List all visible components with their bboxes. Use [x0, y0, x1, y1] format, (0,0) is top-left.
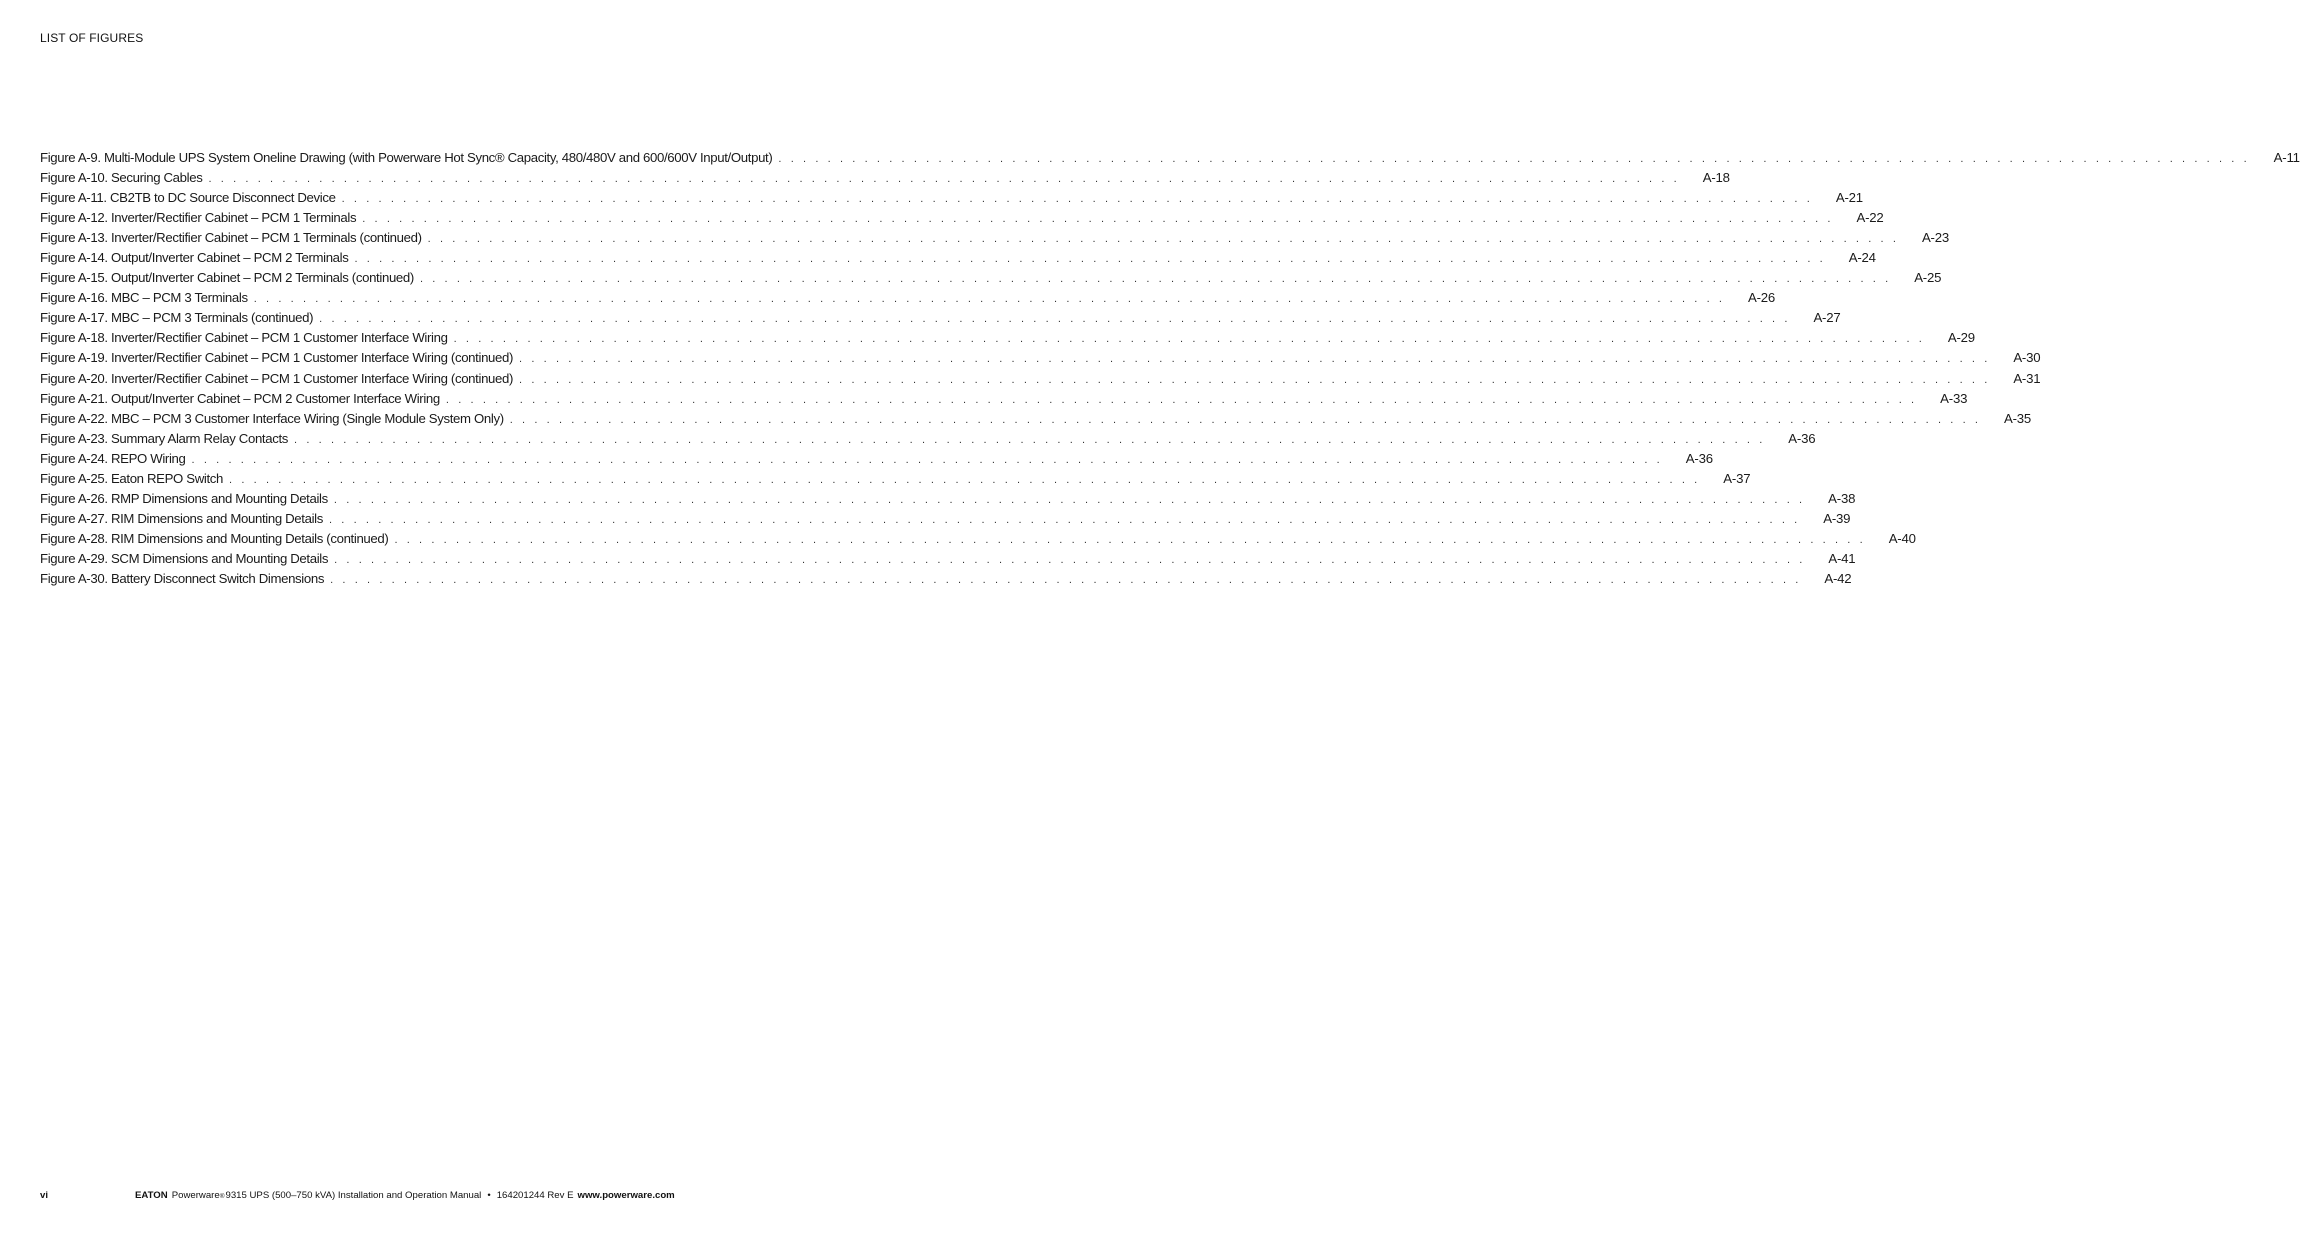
toc-entry-title: Figure A-13. Inverter/Rectifier Cabinet – PCM 1 Terminals (continued) [40, 230, 422, 246]
toc-entry-title: Figure A-29. SCM Dimensions and Mounting Details [40, 550, 329, 566]
toc-dot-leader [208, 173, 1679, 185]
toc-entry-page: A-26 [1748, 290, 1776, 306]
toc-entry-title: Figure A-14. Output/Inverter Cabinet – PCM 2 Terminals [40, 250, 349, 266]
toc-dot-leader [519, 353, 1990, 365]
toc-entry[interactable] [40, 410, 2032, 431]
toc-dot-leader [362, 213, 1833, 225]
toc-entry[interactable] [40, 570, 1852, 591]
toc-entry[interactable] [40, 310, 1841, 330]
toc-entry-title: Figure A-16. MBC – PCM 3 Terminals [40, 290, 248, 306]
toc-entry[interactable] [40, 350, 2041, 370]
toc-entry-title: Figure A-9. Multi-Module UPS System Oneline Drawing (with Powerware Hot Sync® Capacity, 480/480V and 600/600V Input/Output) [40, 150, 773, 165]
brand-name: EATON [135, 1190, 168, 1201]
toc-entry-title: Figure A-19. Inverter/Rectifier Cabinet – PCM 1 Customer Interface Wiring (continued) [40, 350, 514, 366]
toc-entry-page: A-23 [1921, 230, 1949, 246]
toc-entry-page: A-35 [2004, 410, 2032, 426]
toc-entry-page: A-24 [1848, 250, 1876, 266]
toc-entry[interactable] [40, 510, 1851, 531]
toc-entry-page: A-29 [1947, 330, 1975, 346]
footer-separator: • [487, 1190, 491, 1201]
toc-dot-leader [428, 233, 1899, 245]
toc-entry-title: Figure A-18. Inverter/Rectifier Cabinet – PCM 1 Customer Interface Wiring [40, 330, 448, 346]
toc-entry[interactable] [40, 230, 1949, 250]
toc-dot-leader [446, 394, 1917, 406]
toc-dot-leader [334, 494, 1805, 506]
toc-entry-title: Figure A-27. RIM Dimensions and Mounting Details [40, 510, 323, 526]
toc-entry[interactable] [40, 550, 1856, 571]
toc-entry-title: Figure A-12. Inverter/Rectifier Cabinet – PCM 1 Terminals [40, 210, 357, 226]
toc-dot-leader [294, 434, 1765, 446]
toc-dot-leader [334, 554, 1805, 566]
toc-entry-page: A-42 [1824, 570, 1852, 586]
toc-entry-page: A-33 [1940, 390, 1968, 406]
toc-entry[interactable] [40, 170, 1730, 190]
toc-dot-leader [778, 153, 2249, 165]
toc-entry[interactable] [40, 250, 1876, 270]
toc-entry-title: Figure A-28. RIM Dimensions and Mounting Details (continued) [40, 530, 389, 546]
toc-entry-page: A-22 [1856, 210, 1884, 226]
toc-entry[interactable] [40, 370, 2041, 391]
toc-entry[interactable] [40, 150, 2300, 170]
toc-dot-leader [229, 474, 1700, 486]
toc-entry-page: A-25 [1914, 270, 1942, 286]
toc-entry-title: Figure A-10. Securing Cables [40, 170, 203, 186]
toc-entry[interactable] [40, 470, 1751, 491]
toc-entry-page: A-27 [1813, 310, 1841, 326]
toc-entry-title: Figure A-30. Battery Disconnect Switch Dimensions [40, 570, 325, 586]
document-number: 164201244 Rev E [496, 1190, 574, 1201]
toc-entry-page: A-38 [1828, 490, 1856, 506]
toc-dot-leader [355, 253, 1826, 265]
toc-entry[interactable] [40, 270, 1942, 290]
website-link[interactable]: www.powerware.com [577, 1190, 675, 1201]
toc-entry-page: A-31 [2013, 370, 2041, 386]
toc-entry-title: Figure A-22. MBC – PCM 3 Customer Interface Wiring (Single Module System Only) [40, 410, 504, 426]
toc-dot-leader [420, 273, 1891, 285]
toc-dot-leader [329, 514, 1800, 526]
toc-entry-page: A-21 [1835, 190, 1863, 206]
list-of-figures [40, 150, 2300, 591]
toc-dot-leader [519, 374, 1990, 386]
toc-entry-page: A-36 [1685, 450, 1713, 466]
page-number: vi [40, 1190, 49, 1201]
toc-entry-title: Figure A-26. RMP Dimensions and Mounting Details [40, 490, 328, 506]
toc-entry[interactable] [40, 290, 1776, 310]
toc-entry[interactable] [40, 190, 1863, 210]
toc-entry-title: Figure A-24. REPO Wiring [40, 450, 186, 466]
product-name: Powerware [171, 1190, 220, 1201]
toc-entry-page: A-40 [1888, 530, 1916, 546]
toc-entry-title: Figure A-25. Eaton REPO Switch [40, 470, 224, 486]
toc-dot-leader [319, 313, 1790, 325]
toc-entry[interactable] [40, 330, 1975, 350]
toc-dot-leader [342, 193, 1813, 205]
toc-dot-leader [454, 333, 1925, 345]
toc-dot-leader [192, 454, 1663, 466]
toc-entry-title: Figure A-15. Output/Inverter Cabinet – PCM 2 Terminals (continued) [40, 270, 414, 286]
toc-entry-page: A-37 [1723, 470, 1751, 486]
toc-entry-page: A-39 [1823, 510, 1851, 526]
toc-entry-title: Figure A-21. Output/Inverter Cabinet – PCM 2 Customer Interface Wiring [40, 390, 440, 406]
toc-entry-title: Figure A-17. MBC – PCM 3 Terminals (continued) [40, 310, 314, 326]
toc-entry[interactable] [40, 490, 1856, 511]
toc-entry-title: Figure A-11. CB2TB to DC Source Disconnect Device [40, 190, 336, 206]
toc-entry-page: A-36 [1788, 430, 1816, 446]
toc-dot-leader [510, 414, 1981, 426]
registered-mark: ® [219, 1193, 225, 1200]
toc-dot-leader [394, 534, 1865, 546]
toc-entry[interactable] [40, 390, 1968, 411]
toc-entry-title: Figure A-23. Summary Alarm Relay Contacts [40, 430, 289, 446]
toc-entry[interactable] [40, 210, 1884, 230]
toc-entry-page: A-11 [2273, 150, 2300, 165]
page-footer [40, 1190, 910, 1201]
toc-entry[interactable] [40, 430, 1816, 451]
page-header-section-title: LIST OF FIGURES [40, 31, 144, 45]
toc-entry-page: A-18 [1702, 170, 1730, 186]
toc-entry-page: A-41 [1828, 550, 1856, 566]
toc-dot-leader [330, 574, 1801, 586]
toc-entry-page: A-30 [2013, 350, 2041, 366]
toc-entry[interactable] [40, 530, 1916, 551]
manual-title: 9315 UPS (500–750 kVA) Installation and Operation Manual [225, 1190, 482, 1201]
toc-dot-leader [254, 293, 1725, 305]
toc-entry-title: Figure A-20. Inverter/Rectifier Cabinet – PCM 1 Customer Interface Wiring (continued) [40, 370, 514, 386]
toc-entry[interactable] [40, 450, 1713, 471]
